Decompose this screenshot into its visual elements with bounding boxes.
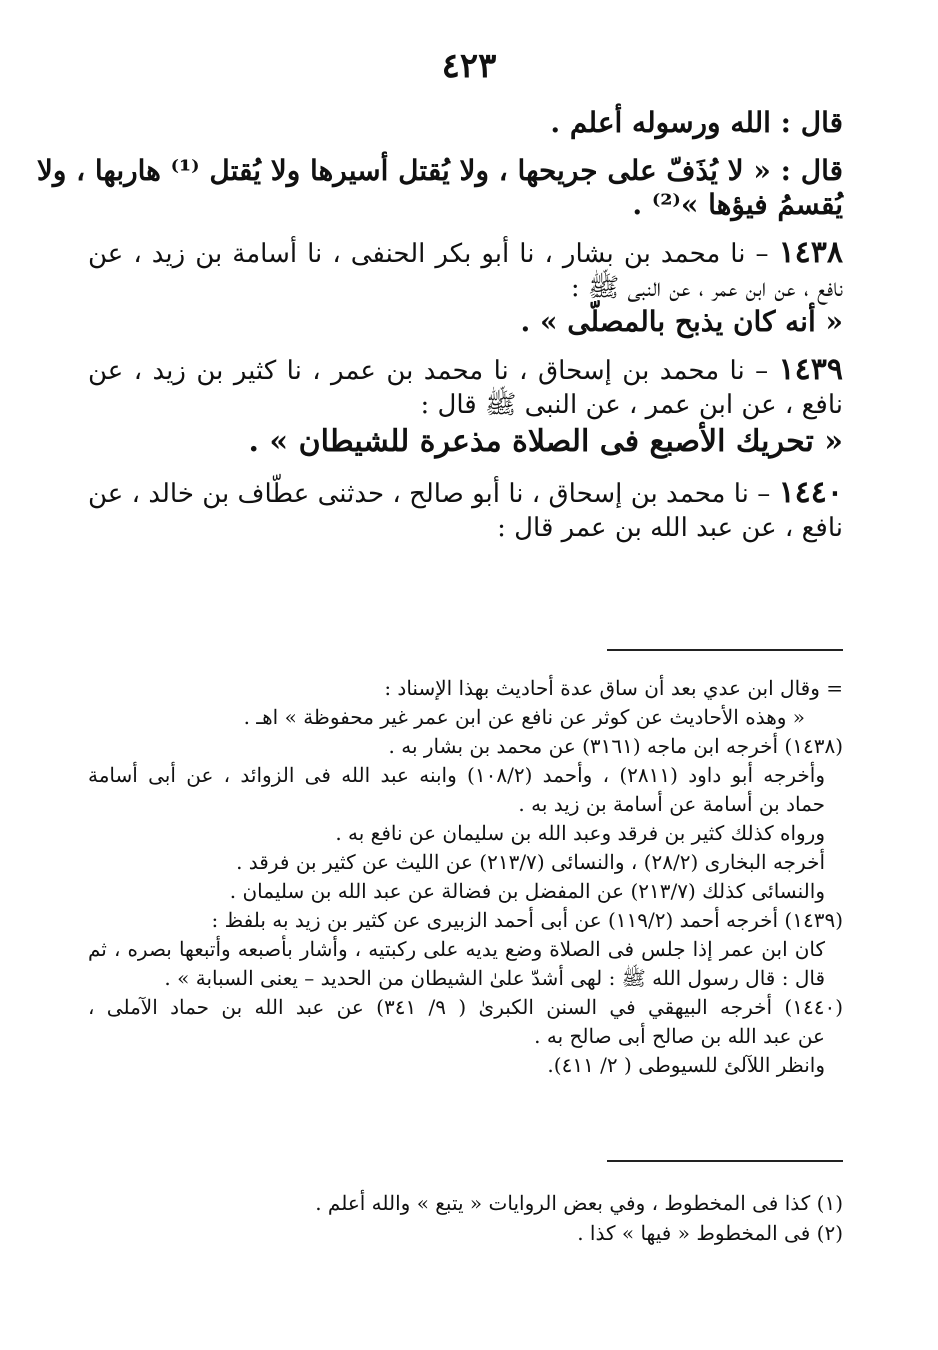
note-line: أخرجه البخارى (٢٨/٢) ، والنسائى (٢١٣/٧) عن الليث عن كثير بن فرقد . <box>236 850 825 874</box>
note-line: « وهذه الأحاديث عن كوثر عن نافع عن ابن عمر غير محفوظة » اهـ . <box>243 705 805 729</box>
hadith-1439-chain <box>88 353 843 388</box>
note-line: حماد بن أسامة عن أسامة بن زيد به . <box>518 792 825 816</box>
note-line: والنسائى كذلك (٢١٣/٧) عن المفضل بن فضالة عن عبد الله بن سليمان . <box>229 879 825 903</box>
hadith-1440-chain <box>88 476 843 511</box>
isnad-text: – نا محمد بن إسحاق ، نا أبو صالح ، حدثنى عطّاف بن خالد ، عن <box>88 479 771 509</box>
note-line: كان ابن عمر إذا جلس فى الصلاة وضع يديه على ركبتيه ، وأشار بأصبعه وأتبعها بصره ، ثم <box>88 937 825 961</box>
footnote-2: (٢) فى المخطوط « فيها » كذا . <box>577 1221 843 1245</box>
takhrij-notes <box>88 674 843 1080</box>
page-number: ٤٢٣ <box>441 46 497 86</box>
note-line: (١٤٣٨) أخرجه ابن ماجه (٣١٦١) عن محمد بن بشار به . <box>388 734 843 758</box>
response-line: قال : الله ورسوله أعلم . <box>550 106 843 139</box>
note-line: (١٤٣٩) أخرجه أحمد (١١٩/٢) عن أبى أحمد الزبيرى عن كثير بن زيد به بلفظ : <box>211 908 843 932</box>
hadith-number: ١٤٣٨ <box>778 235 844 270</box>
note-line: = وقال ابن عدي بعد أن ساق عدة أحاديث بهذا الإسناد : <box>384 676 843 700</box>
isnad-text: – نا محمد بن إسحاق ، نا محمد بن عمر ، نا كثير بن زيد ، عن <box>88 356 769 386</box>
note-line: (١٤٤٠) أخرجه البيهقي في السنن الكبرىٰ ( ٩/ ٣٤١) عن عبد الله بن حماد الآملى ، <box>88 995 844 1019</box>
isnad-text: – نا محمد بن بشار ، نا أبو بكر الحنفى ، نا أسامة بن زيد ، عن <box>88 239 769 269</box>
note-line: ورواه كذلك كثير بن فرقد وعبد الله بن سليمان عن نافع به . <box>335 821 825 845</box>
isnad-line: نافع ، عن ابن عمر ، عن النبى ﷺ : <box>570 273 843 303</box>
hadith-matn: « تحريك الأصبع فى الصلاة مذعرة للشيطان » . <box>248 424 843 459</box>
main-text <box>36 106 844 545</box>
notes-divider <box>607 649 843 651</box>
note-line: وانظر اللآلئ للسيوطى ( ٢/ ٤١١). <box>547 1053 825 1077</box>
hadith-text-line: قال : « لا يُذَفّ على جريحها ، ولا يُقتل أسيرها ولا يُقتل ⁽¹⁾ هاربها ، ولا <box>36 154 843 187</box>
isnad-line: نافع ، عن ابن عمر ، عن النبى ﷺ قال : <box>420 390 843 420</box>
hadith-text-line: يُقسمُ فيؤها »⁽²⁾ . <box>632 188 843 221</box>
hadith-number: ١٤٣٩ <box>778 352 843 387</box>
hadith-1438-chain <box>88 236 843 271</box>
footnote-1: (١) كذا فى المخطوط ، وفي بعض الروايات « يتبع » والله أعلم . <box>315 1191 843 1215</box>
note-line: وأخرجه أبو داود (٢٨١١) ، وأحمد (١٠٨/٢) وابنه عبد الله فى الزوائد ، عن أبى أسامة <box>88 763 825 787</box>
hadith-matn: « أنه كان يذبح بالمصلّى » . <box>520 305 843 338</box>
isnad-line: نافع ، عن عبد الله بن عمر قال : <box>497 513 843 543</box>
hadith-number: ١٤٤٠ <box>778 475 844 510</box>
note-line: قال : قال رسول الله ﷺ : لهى أشدّ علىٰ الشيطان من الحديد – يعنى السبابة » . <box>164 966 825 990</box>
note-line: عن عبد الله بن صالح أبى صالح به . <box>534 1024 825 1048</box>
footnotes-divider <box>607 1160 843 1162</box>
footnotes <box>88 1188 843 1248</box>
